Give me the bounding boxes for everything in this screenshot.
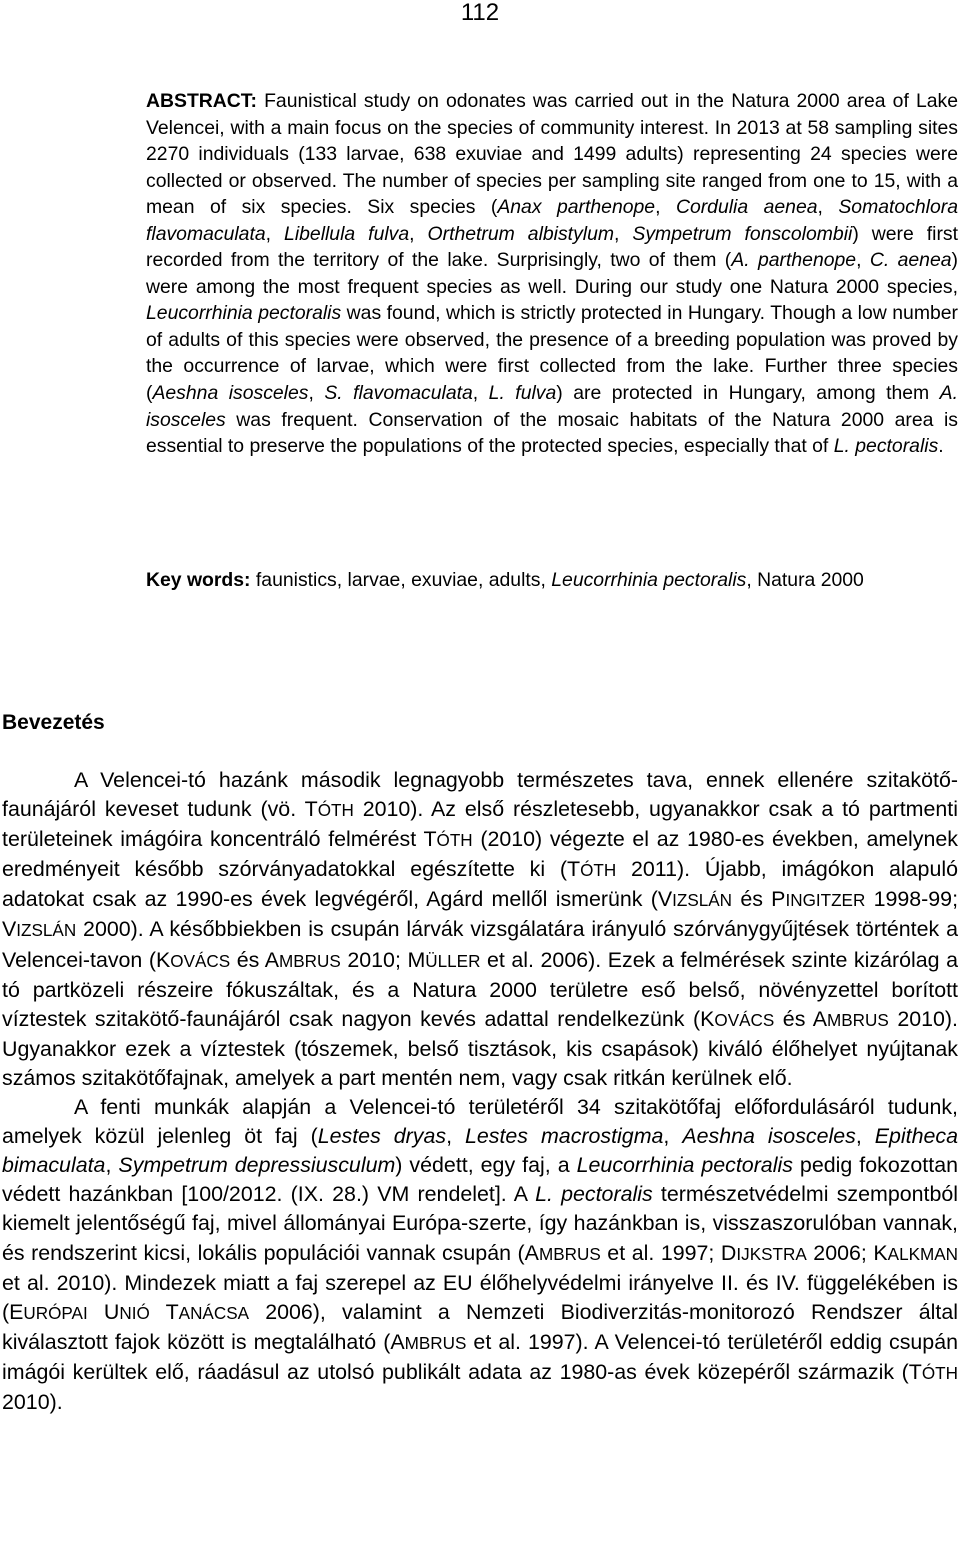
body-text (2, 766, 958, 1417)
author-name: MBRUS (538, 1244, 601, 1264)
body-text-run: és P (732, 887, 786, 912)
body-text-run: 2010; M (340, 947, 426, 972)
body-text-run: és A (230, 947, 279, 972)
abstract-text: ) were first recorded from the territory of the lake. Surprisingly, two of them ( (146, 222, 959, 272)
keywords (146, 567, 958, 594)
abstract-label: ABSTRACT: (146, 90, 257, 112)
body-text-run: 2011). Újabb, imágókon alapuló adatokat csak az 1990-es évek legvégéről, Agárd mellől ismerünk (V (2, 857, 958, 912)
author-name: INGITZER (785, 891, 866, 911)
keywords-text: faunistics, larvae, exuviae, adults, (250, 569, 552, 591)
body-text-run: et al. 2010). Mindezek miatt a faj szerepel az EU élőhelyvédelmi irányelve II. és IV. függelékében is (E (2, 1270, 958, 1324)
species-name: C. aenea (869, 249, 952, 272)
body-text-run: (2010) végezte el az 1980-es években, amelynek eredményeit később szórványadatokkal egészítette ki (T (2, 827, 958, 882)
body-text-run: 2000). A későbbiekben is csupán lárvák vizsgálatára irányuló szórványgyűjtések történtek a Velencei-tavon (K (2, 917, 958, 972)
species-name: Epitheca bimaculata (2, 1124, 959, 1178)
body-text-run: U (87, 1299, 120, 1324)
author-name: IJKSTRA (736, 1244, 807, 1264)
abstract-text: Faunistical study on odonates was carried out in the Natura 2000 area of Lake Velencei, with a main focus on the species of community interest. In 2013 at 58 sampling sites 2270 individuals (133 larvae, 638 exuviae and 1499 adults) representing 24 species were collected or observed. The number of species per sampling site ranged from one to 15, with a mean of six species. Six species ( (146, 90, 958, 219)
author-name: ÓTH (436, 831, 473, 851)
species-name: L. fulva (488, 382, 557, 405)
body-text-run: természetvédelmi szempontból kiemelt jelentőségű faj, mivel állományai Európa-szerte, így hazánkban is, visszaszorulóban vannak, és rendszerint kicsi, lokális populációi vannak csupán (A (2, 1182, 958, 1265)
abstract-text: , (308, 382, 325, 405)
author-name: ÓTH (580, 861, 617, 881)
abstract-paragraph (146, 88, 958, 460)
abstract-text: , (856, 249, 870, 272)
body-text-run: , (663, 1124, 683, 1149)
author-name: ALKMAN (887, 1244, 959, 1264)
species-name: Lestes dryas (317, 1124, 447, 1149)
species-name: Leucorrhinia pectoralis (576, 1153, 793, 1178)
species-name: S. flavomaculata (324, 382, 473, 405)
abstract-text: , (472, 382, 489, 405)
abstract (146, 88, 958, 460)
body-text-run: 2010). Az első részletesebb, ugyanakkor csak a tó partmenti területeinek imágóira koncentráló felmérést T (2, 797, 958, 852)
author-name: MBRUS (404, 1333, 467, 1353)
abstract-text: , (817, 196, 839, 219)
body-text-run: 2006; K (806, 1240, 888, 1265)
abstract-text: was found, which is strictly protected in Hungary. Though a low number of adults of this species were observed, the presence of a breeding population was proved by the occurrence of larvae, which were first collected from the lake. Further three species ( (146, 302, 959, 405)
author-name: ÜLLER (425, 951, 481, 971)
author-name: OVÁCS (714, 1010, 775, 1030)
body-text-run: 2006), valamint a Nemzeti Biodiverzitás-monitorozó Rendszer által kiválasztott fajok között is megtalálható (A (2, 1299, 958, 1354)
author-name: OVÁCS (170, 951, 231, 971)
body-paragraph-1 (2, 766, 958, 1093)
species-name: Orthetrum albistylum (427, 222, 615, 245)
author-name: ÓTH (921, 1363, 958, 1383)
species-name: A. parthenope (731, 249, 857, 272)
body-text-run: et al. 1997; D (600, 1240, 737, 1265)
abstract-text: , (265, 222, 285, 245)
species-name: L. pectoralis (535, 1182, 653, 1207)
body-text-run: 1998-99; V (2, 887, 959, 942)
species-name: Leucorrhinia pectoralis (551, 569, 747, 591)
body-paragraph-2 (2, 1093, 958, 1417)
abstract-text: , (655, 196, 676, 219)
species-name: Aeshna isosceles (682, 1124, 856, 1149)
body-text-run: pedig fokozottan védett hazánkban [100/2012. (IX. 28.) VM rendelet]. A (2, 1153, 958, 1207)
body-text-run: T (149, 1299, 179, 1324)
species-name: A. isosceles (146, 382, 958, 431)
body-text-run: A fenti munkák alapján a Velencei-tó területéről 34 szitakötőfaj előfordulásáról tudunk, amelyek közül jelenleg öt faj ( (2, 1095, 958, 1149)
section-heading: Bevezetés (2, 711, 105, 734)
species-name: Leucorrhinia pectoralis (146, 302, 342, 325)
author-name: URÓPAI (23, 1303, 88, 1323)
page-number: 112 (460, 0, 500, 26)
author-name: NIÓ (119, 1303, 150, 1323)
author-name: MBRUS (827, 1010, 889, 1030)
body-text-run: 2010). (2, 1389, 63, 1414)
keywords-text: , Natura 2000 (746, 569, 864, 591)
species-name: Aeshna isosceles (152, 382, 309, 405)
author-name: IZSLÁN (672, 891, 733, 911)
abstract-text: . (938, 435, 944, 458)
abstract-text: , (614, 222, 633, 245)
species-name: Somatochlora flavomaculata (146, 196, 959, 245)
species-name: Libellula fulva (284, 222, 410, 245)
species-name: Lestes macrostigma (464, 1124, 664, 1149)
body-text-run: , (855, 1124, 875, 1149)
body-text-run: 2010). Ugyanakkor ezek a víztestek (tószemek, belső tisztások, kis csapások) kiváló élőhelyet nyújtanak számos szitakötőfajnak, amelyek a part mentén nem, vagy csak ritkán kerülnek elő. (2, 1006, 958, 1090)
abstract-text: ) are protected in Hungary, among them (556, 382, 940, 405)
species-name: Anax parthenope (497, 196, 656, 219)
keywords-label: Key words: (146, 569, 251, 591)
body-text-run: , (446, 1124, 465, 1149)
body-text-run: ) védett, egy faj, a (395, 1153, 577, 1178)
author-name: IZSLÁN (16, 921, 77, 941)
body-text-run: et al. 2006). Ezek a felmérések szinte kizárólag a tó partközeli részeire fókuszáltak, és a Natura 2000 területre eső belső, növényzettel borított víztestek szitakötő-faunájáról csak nagyon kevés adattal rendelkezünk (K (2, 947, 958, 1031)
abstract-text: , (409, 222, 428, 245)
body-text-run: et al. 1997). A Velencei-tó területéről eddig csupán imágói kerültek elő, ráadásul az utolsó publikált adata az 1980-as évek közepéről származik (T (2, 1329, 958, 1384)
species-name: Sympetrum fonscolombii (632, 222, 853, 245)
author-name: ÓTH (317, 801, 354, 821)
body-text-run: és A (774, 1006, 828, 1031)
author-name: ANÁCSA (178, 1303, 250, 1323)
species-name: Sympetrum depressiusculum (118, 1153, 396, 1178)
species-name: Cordulia aenea (675, 196, 818, 219)
author-name: MBRUS (279, 951, 341, 971)
abstract-text: was frequent. Conservation of the mosaic habitats of the Natura 2000 area is essential to preserve the populations of the protected species, especially that of (146, 408, 958, 458)
body-text-run: , (105, 1153, 119, 1178)
abstract-text: ) were among the most frequent species as well. During our study one Natura 2000 species, (146, 249, 959, 298)
body-text-run: A Velencei-tó hazánk második legnagyobb természetes tava, ennek ellenére szitakötő-faunájáról keveset tudunk (vö. T (2, 768, 958, 822)
species-name: L. pectoralis (833, 435, 939, 458)
